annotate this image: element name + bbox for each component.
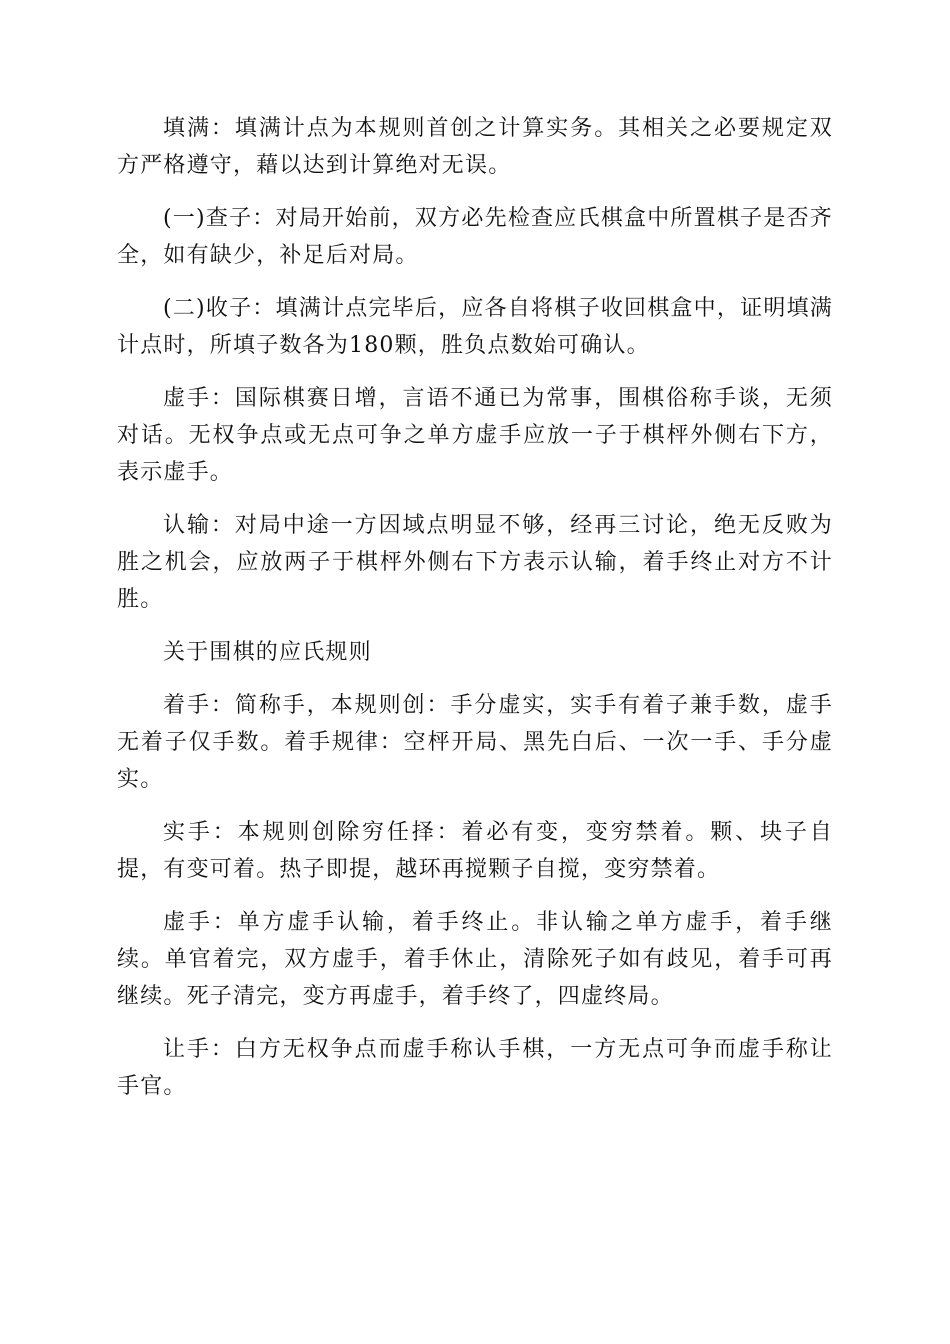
- paragraph-yield-move: 让手：白方无权争点而虚手称认手棋，一方无点可争而虚手称让手官。: [117, 1037, 833, 1099]
- paragraph-resign: 认输：对局中途一方因域点明显不够，经再三讨论，绝无反败为胜之机会，应放两子于棋枰外侧右下方表示认输，着手终止对方不计胜。: [117, 513, 833, 612]
- paragraph-collect-stones: (二)收子：填满计点完毕后，应各自将棋子收回棋盒中，证明填满计点时，所填子数各为180颗，胜负点数始可确认。: [117, 296, 833, 358]
- paragraph-move-definition: 着手：简称手，本规则创：手分虚实，实手有着子兼手数，虚手无着子仅手数。着手规律：空枰开局、黑先白后、一次一手、手分虚实。: [117, 693, 833, 792]
- section-heading: 关于围棋的应氏规则: [163, 640, 372, 665]
- paragraph-fill-rule: 填满：填满计点为本规则首创之计算实务。其相关之必要规定双方严格遵守，藉以达到计算绝对无误。: [117, 116, 833, 178]
- paragraph-pass-rules: 虚手：单方虚手认输，着手终止。非认输之单方虚手，着手继续。单官着完，双方虚手，着手休止，清除死子如有歧见，着手可再继续。死子清完，变方再虚手，着手终了，四虚终局。: [117, 910, 833, 1009]
- paragraph-check-stones: (一)查子：对局开始前，双方必先检查应氏棋盒中所置棋子是否齐全，如有缺少，补足后对局。: [117, 206, 833, 268]
- paragraph-pass-move: 虚手：国际棋赛日增，言语不通已为常事，围棋俗称手谈，无须对话。无权争点或无点可争之单方虚手应放一子于棋枰外侧右下方，表示虚手。: [117, 386, 833, 485]
- paragraph-real-move: 实手：本规则创除穷任择：着必有变，变穷禁着。颗、块子自提，有变可着。热子即提，越环再搅颗子自搅，变穷禁着。: [117, 820, 833, 882]
- document-page: [117, 110, 833, 1121]
